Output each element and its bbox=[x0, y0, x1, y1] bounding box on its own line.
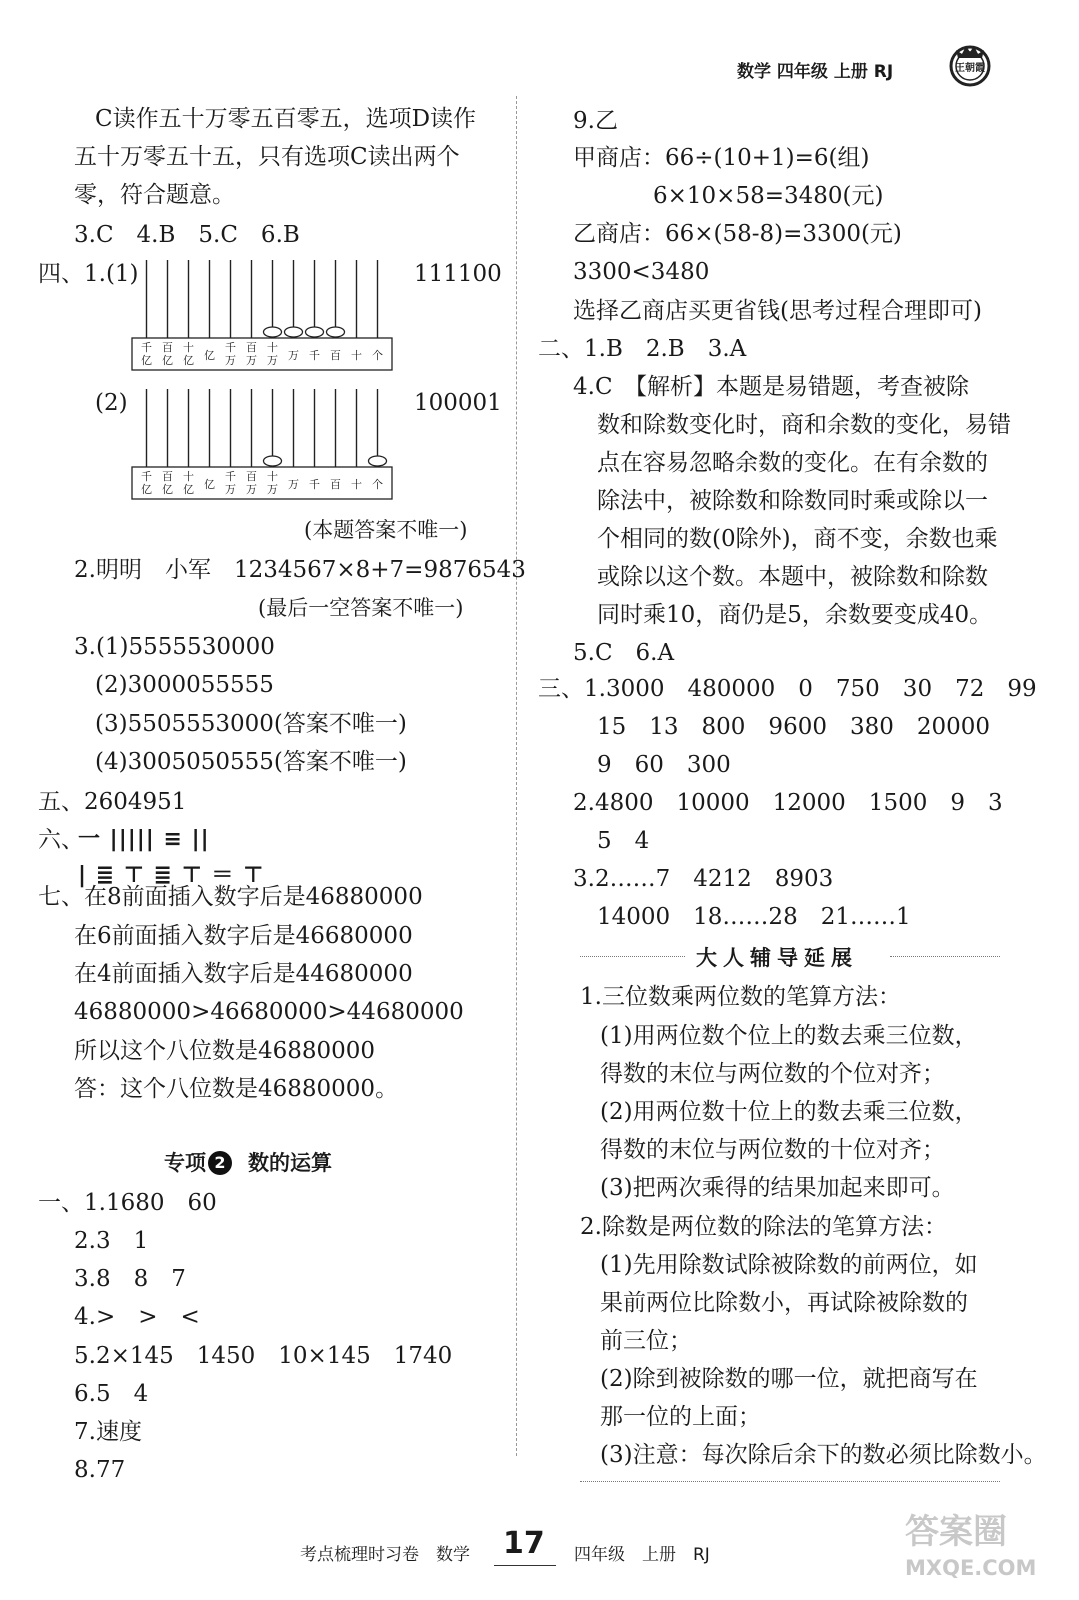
ext-line: (2)除到被除数的哪一位，就把商写在 bbox=[600, 1366, 978, 1392]
r-line: 点在容易忽略余数的变化。在有余数的 bbox=[597, 450, 988, 476]
s4-q2-label: (2) bbox=[95, 390, 128, 416]
r-line: 除法中，被除数和除数同时乘或除以一 bbox=[597, 488, 988, 514]
q3-line: (2)3000055555 bbox=[95, 672, 274, 698]
abacus-place-label: 万 bbox=[225, 483, 236, 496]
abacus-place-label: 十 bbox=[351, 478, 362, 491]
abacus-place-label: 千 bbox=[225, 470, 236, 483]
abacus-place-label: 万 bbox=[288, 349, 299, 362]
abacus-place-label: 个 bbox=[372, 478, 383, 491]
abacus-diagram-1 bbox=[130, 258, 394, 374]
abacus-place-label: 万 bbox=[267, 483, 278, 496]
s4-q1-label: 四、1.(1) bbox=[38, 261, 139, 287]
abacus-place-label: 百 bbox=[162, 470, 173, 483]
page-number-underline bbox=[494, 1565, 556, 1566]
s7-line: 七、在8前面插入数字后是46880000 bbox=[38, 884, 423, 910]
abacus-place-label: 亿 bbox=[162, 354, 173, 367]
intro-line: C读作五十万零五百零五，选项D读作 bbox=[95, 106, 477, 132]
ext-line: 那一位的上面； bbox=[600, 1404, 761, 1430]
ext-line: 得数的末位与两位数的个位对齐； bbox=[600, 1061, 945, 1087]
abacus-place-label: 十 bbox=[183, 341, 194, 354]
ext-line: 果前两位比除数小，再试除被除数的 bbox=[600, 1290, 968, 1316]
abacus-place-label: 万 bbox=[246, 483, 257, 496]
abacus-bead bbox=[264, 327, 282, 337]
abacus-bead bbox=[264, 456, 282, 466]
section6-label: 六、 bbox=[38, 827, 84, 853]
abacus-place-label: 亿 bbox=[141, 354, 152, 367]
ext-line: 得数的末位与两位数的十位对齐； bbox=[600, 1137, 945, 1163]
s2-line: 4.> > < bbox=[74, 1304, 200, 1330]
page-number: 17 bbox=[503, 1526, 545, 1561]
abacus-place-label: 十 bbox=[183, 470, 194, 483]
ext-line: 1.三位数乘两位数的笔算方法： bbox=[580, 984, 901, 1010]
r-line: 14000 18……28 21……1 bbox=[597, 904, 911, 930]
r-line: 5.C 6.A bbox=[573, 640, 675, 666]
mc-answers: 3.C 4.B 5.C 6.B bbox=[74, 222, 300, 248]
s2-line: 一、1.1680 60 bbox=[38, 1190, 217, 1216]
r-line: 个相同的数(0除外)，商不变，余数也乘 bbox=[597, 526, 998, 552]
r-line: 三、1.3000 480000 0 750 30 72 99 bbox=[538, 676, 1037, 702]
section2-number-badge: 2 bbox=[208, 1151, 232, 1175]
answer-note: (最后一空答案不唯一) bbox=[258, 596, 464, 620]
abacus-diagram-2 bbox=[130, 387, 394, 503]
ext-line: 前三位； bbox=[600, 1328, 692, 1354]
s7-line: 答：这个八位数是46880000。 bbox=[74, 1076, 399, 1102]
abacus-place-label: 十 bbox=[267, 341, 278, 354]
abacus-place-label: 亿 bbox=[183, 354, 194, 367]
header-subject-info: 数学 四年级 上册 RJ bbox=[737, 62, 894, 82]
r-line: 9 60 300 bbox=[597, 752, 731, 778]
r-line: 同时乘10，商仍是5，余数要变成40。 bbox=[597, 602, 993, 628]
abacus-place-label: 万 bbox=[288, 478, 299, 491]
s7-line: 46880000>46680000>44680000 bbox=[74, 999, 464, 1025]
footer-right: 四年级 上册 RJ bbox=[574, 1545, 710, 1565]
r-line: 6×10×58=3480(元) bbox=[653, 183, 884, 209]
abacus-bead bbox=[285, 327, 303, 337]
ext-line: (1)先用除数试除被除数的前两位，如 bbox=[600, 1252, 978, 1278]
q2-answer-line: 2.明明 小军 1234567×8+7=9876543 bbox=[74, 557, 526, 583]
r-line: 15 13 800 9600 380 20000 bbox=[597, 714, 991, 740]
q3-line: (4)3005050555(答案不唯一) bbox=[95, 749, 407, 775]
r-line: 2.4800 10000 12000 1500 9 3 bbox=[573, 790, 1003, 816]
r-line: 或除以这个数。本题中，被除数和除数 bbox=[597, 564, 988, 590]
section2-title: 数的运算 bbox=[248, 1151, 332, 1175]
abacus-place-label: 十 bbox=[267, 470, 278, 483]
s2-line: 6.5 4 bbox=[74, 1381, 149, 1407]
section2-heading bbox=[164, 1148, 332, 1178]
svg-text:王朝霞: 王朝霞 bbox=[955, 63, 985, 74]
ext-line: (2)用两位数十位上的数去乘三位数， bbox=[600, 1099, 978, 1125]
abacus-place-label: 万 bbox=[225, 354, 236, 367]
s2-line: 8.77 bbox=[74, 1457, 126, 1483]
abacus-place-label: 万 bbox=[246, 354, 257, 367]
publisher-logo-icon bbox=[946, 40, 994, 88]
footer-left: 考点梳理时习卷 数学 bbox=[300, 1545, 470, 1565]
s2-line: 5.2×145 1450 10×145 1740 bbox=[74, 1343, 453, 1369]
abacus-place-label: 个 bbox=[372, 349, 383, 362]
abacus-place-label: 百 bbox=[330, 478, 341, 491]
ext-line: (3)注意：每次除后余下的数必须比除数小。 bbox=[600, 1442, 1047, 1468]
counting-rods-row1: 一 ||||| ≡ || bbox=[78, 827, 210, 852]
s4-q2-answer: 100001 bbox=[414, 390, 502, 416]
ext-title-rule-left bbox=[580, 956, 685, 957]
r-line: 3300<3480 bbox=[573, 259, 710, 285]
abacus-place-label: 亿 bbox=[162, 483, 173, 496]
abacus-bead bbox=[327, 327, 345, 337]
abacus-place-label: 亿 bbox=[183, 483, 194, 496]
abacus-bead bbox=[369, 456, 387, 466]
s7-line: 在4前面插入数字后是44680000 bbox=[74, 961, 413, 987]
counting-rods-row2: | ≣ ⊤ ≣ ⊤ ＝ ⊤ bbox=[78, 863, 265, 888]
column-divider bbox=[516, 96, 517, 1456]
ext-line: (3)把两次乘得的结果加起来即可。 bbox=[600, 1175, 955, 1201]
ext-line: (1)用两位数个位上的数去乘三位数， bbox=[600, 1023, 978, 1049]
ext-title: 大人辅导延展 bbox=[696, 946, 858, 970]
abacus-place-label: 千 bbox=[309, 349, 320, 362]
r-line: 4.C 【解析】本题是易错题，考查被除 bbox=[573, 374, 970, 400]
section5-answer: 五、2604951 bbox=[38, 789, 187, 815]
q3-line: (3)5505553000(答案不唯一) bbox=[95, 711, 407, 737]
ext-title-rule-right bbox=[890, 956, 1000, 957]
abacus-place-label: 万 bbox=[267, 354, 278, 367]
abacus-place-label: 千 bbox=[309, 478, 320, 491]
r-line: 二、1.B 2.B 3.A bbox=[538, 336, 747, 362]
abacus-place-label: 千 bbox=[225, 341, 236, 354]
abacus-bead bbox=[306, 327, 324, 337]
intro-line: 五十万零五十五，只有选项C读出两个 bbox=[74, 144, 460, 170]
r-line: 9.乙 bbox=[573, 108, 618, 134]
r-line: 甲商店：66÷(10+1)=6(组) bbox=[573, 145, 870, 171]
abacus-place-label: 百 bbox=[330, 349, 341, 362]
abacus-place-label: 百 bbox=[246, 470, 257, 483]
abacus-place-label: 千 bbox=[141, 341, 152, 354]
r-line: 数和除数变化时，商和余数的变化，易错 bbox=[597, 412, 1011, 438]
r-line: 3.2……7 4212 8903 bbox=[573, 866, 834, 892]
answer-note: (本题答案不唯一) bbox=[304, 518, 468, 542]
q3-line: 3.(1)5555530000 bbox=[74, 634, 275, 660]
s2-line: 2.3 1 bbox=[74, 1228, 149, 1254]
abacus-place-label: 亿 bbox=[204, 478, 215, 491]
s2-line: 7.速度 bbox=[74, 1419, 142, 1445]
s7-line: 在6前面插入数字后是46680000 bbox=[74, 923, 413, 949]
ext-line: 2.除数是两位数的除法的笔算方法： bbox=[580, 1214, 947, 1240]
r-line: 乙商店：66×(58-8)=3300(元) bbox=[573, 221, 902, 247]
ext-bottom-rule bbox=[580, 1481, 1000, 1482]
r-line: 选择乙商店买更省钱(思考过程合理即可) bbox=[573, 298, 982, 324]
abacus-place-label: 百 bbox=[246, 341, 257, 354]
abacus-place-label: 亿 bbox=[141, 483, 152, 496]
abacus-place-label: 百 bbox=[162, 341, 173, 354]
r-line: 5 4 bbox=[597, 828, 650, 854]
abacus-place-label: 亿 bbox=[204, 349, 215, 362]
s4-q1-answer: 111100 bbox=[414, 261, 502, 287]
watermark-text: 答案圈 bbox=[905, 1512, 1007, 1552]
s2-line: 3.8 8 7 bbox=[74, 1266, 186, 1292]
section2-prefix: 专项 bbox=[164, 1151, 206, 1175]
abacus-place-label: 十 bbox=[351, 349, 362, 362]
abacus-place-label: 千 bbox=[141, 470, 152, 483]
watermark-url: MXQE.COM bbox=[905, 1556, 1037, 1580]
intro-line: 零，符合题意。 bbox=[74, 182, 235, 208]
s7-line: 所以这个八位数是46880000 bbox=[74, 1038, 376, 1064]
